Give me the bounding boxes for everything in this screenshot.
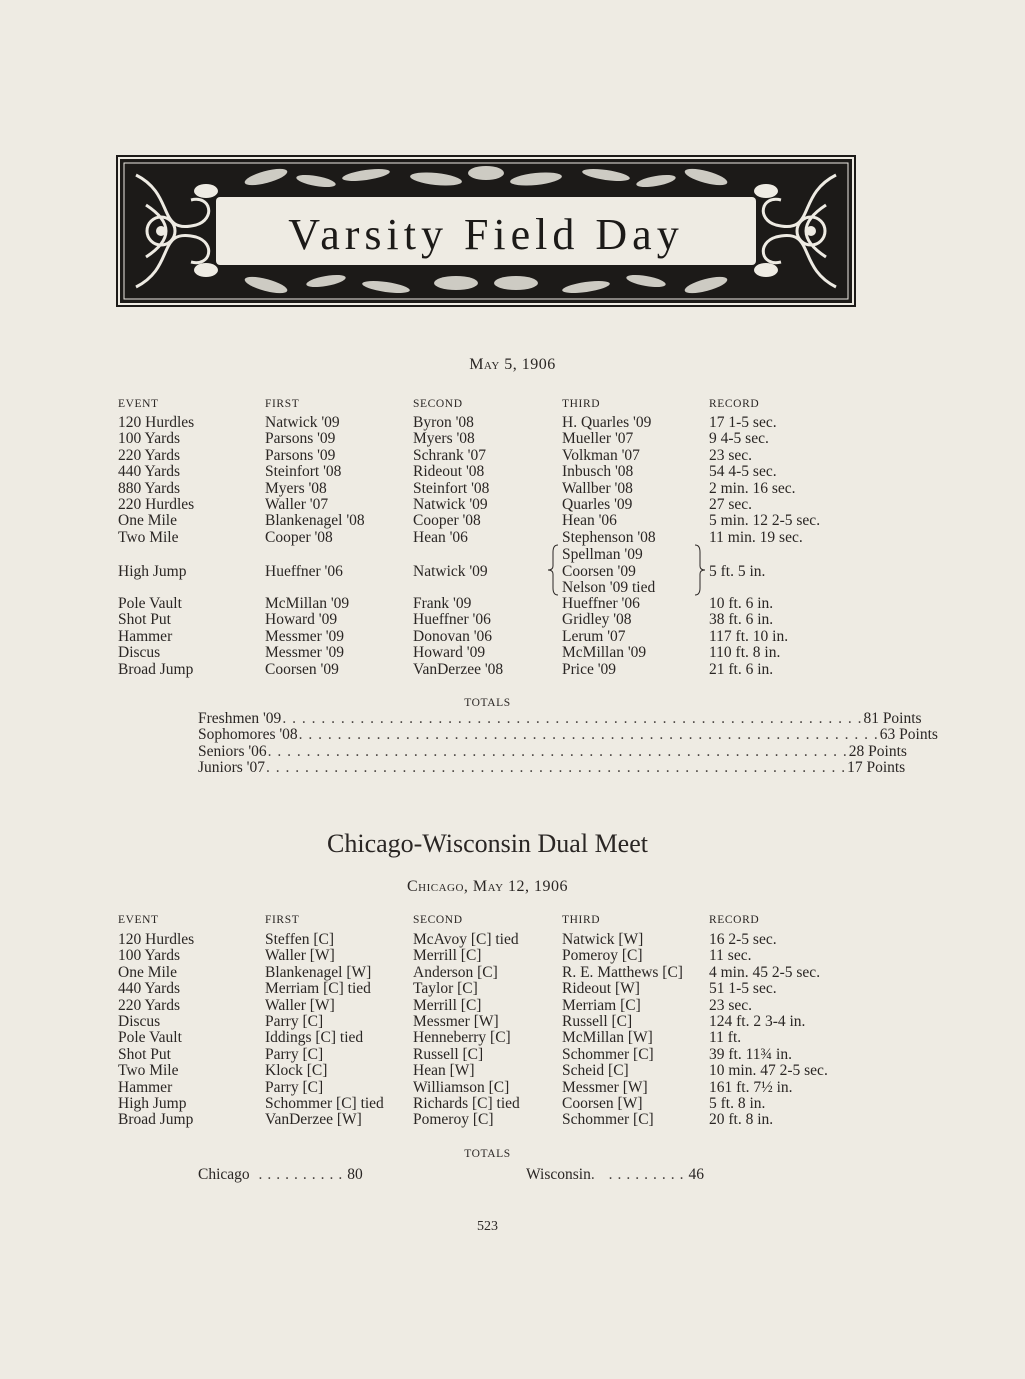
- table-cell-record: 21 ft. 6 in.: [709, 660, 774, 678]
- column-header-second: SECOND: [413, 398, 463, 410]
- table-cell-first: Steinfort '08: [265, 463, 342, 481]
- table-cell-second: Hean [W]: [413, 1062, 475, 1080]
- table-cell-first: Myers '08: [265, 479, 327, 497]
- leader-dots: . . . . . . . . . . . . . . . . . . . . . . . . . . . . . . . . . . . . . . . . . . . . . . . . . . . . . . . . . . . .: [265, 759, 847, 777]
- table-cell-record: 20 ft. 8 in.: [709, 1111, 774, 1129]
- right-brace-icon: [693, 544, 707, 596]
- table-cell-record: 2 min. 16 sec.: [709, 479, 796, 497]
- table-cell-third: Quarles '09: [562, 496, 633, 513]
- table-cell-event: 440 Yards: [118, 463, 181, 481]
- table-cell-event: One Mile: [118, 512, 177, 530]
- table-cell-event: 120 Hurdles: [118, 931, 195, 948]
- table-cell-first: Iddings [C] tied: [265, 1029, 364, 1047]
- table-cell-event: Two Mile: [118, 528, 179, 546]
- wisconsin-name: Wisconsin: [526, 1166, 591, 1183]
- table-cell-event: 220 Yards: [118, 446, 181, 464]
- table-cell-record: 10 ft. 6 in.: [709, 595, 774, 612]
- table-cell-record: 17 1-5 sec.: [709, 414, 777, 431]
- table-cell-second: Hean '06: [413, 528, 468, 546]
- column-header-event: EVENT: [118, 398, 159, 410]
- table-cell-third: McMillan '09: [562, 644, 647, 662]
- table-cell-first: Coorsen '09: [265, 660, 339, 678]
- chicago-score: 80: [347, 1166, 363, 1183]
- table-cell-third: Wallber '08: [562, 479, 633, 497]
- table-cell-third: McMillan [W]: [562, 1029, 653, 1047]
- table-cell-record: 10 min. 47 2-5 sec.: [709, 1062, 828, 1080]
- table-cell-second: Williamson [C]: [413, 1078, 510, 1096]
- table-cell-first: VanDerzee [W]: [265, 1111, 362, 1129]
- totals-points: 81 Points: [863, 710, 922, 727]
- totals-points: 28 Points: [848, 742, 907, 760]
- leader-dots: . . . . . . . . . . . . . . . . . . . . . . . . . . . . . . . . . . . . . . . . . . . . . . . . . . . . . . . . . . . .: [267, 742, 848, 760]
- column-header-first: FIRST: [265, 914, 300, 926]
- table-cell-event: Shot Put: [118, 611, 171, 629]
- table-cell-first: Blankenagel '08: [265, 512, 365, 530]
- high-jump-third-2: Coorsen '09: [562, 563, 636, 580]
- table-cell-record: 161 ft. 7½ in.: [709, 1078, 793, 1096]
- table-cell-record: 5 ft. 8 in.: [709, 1095, 766, 1112]
- column-header-record: RECORD: [709, 914, 760, 926]
- table-cell-second: Cooper '08: [413, 512, 481, 530]
- table-cell-event: 220 Hurdles: [118, 496, 195, 513]
- high-jump-event: High Jump: [118, 563, 187, 580]
- table-cell-third: Lerum '07: [562, 627, 626, 645]
- table-cell-third: Mueller '07: [562, 430, 634, 448]
- table-cell-event: One Mile: [118, 963, 177, 981]
- table-cell-second: Byron '08: [413, 414, 474, 431]
- table-cell-record: 117 ft. 10 in.: [709, 627, 789, 645]
- totals-row: [198, 759, 906, 777]
- table-cell-second: Steinfort '08: [413, 479, 490, 497]
- dual-meet-title: Chicago-Wisconsin Dual Meet: [327, 829, 648, 858]
- table-cell-event: Pole Vault: [118, 1029, 182, 1047]
- table-cell-event: Pole Vault: [118, 595, 182, 612]
- table-cell-record: 124 ft. 2 3-4 in.: [709, 1013, 806, 1030]
- table-cell-first: Parry [C]: [265, 1013, 324, 1030]
- dual-meet-totals-label: TOTALS: [464, 1148, 511, 1160]
- table-cell-second: McAvoy [C] tied: [413, 931, 519, 948]
- table-cell-third: Natwick [W]: [562, 931, 644, 948]
- table-cell-third: Pomeroy [C]: [562, 947, 643, 965]
- table-cell-first: Howard '09: [265, 611, 338, 629]
- high-jump-record: 5 ft. 5 in.: [709, 563, 766, 580]
- table-cell-event: 100 Yards: [118, 430, 181, 448]
- table-cell-event: Discus: [118, 1013, 161, 1030]
- page-number: 523: [477, 1219, 498, 1234]
- table-cell-record: 11 min. 19 sec.: [709, 528, 803, 546]
- table-cell-record: 54 4-5 sec.: [709, 463, 777, 481]
- table-cell-second: Merrill [C]: [413, 996, 482, 1014]
- totals-points: 17 Points: [847, 759, 906, 777]
- table-cell-first: Merriam [C] tied: [265, 980, 371, 998]
- field-day-date: May 5, 1906: [469, 356, 556, 373]
- leader-dots: . . . . . . . . . . . . . . . . . . . . . . . . . . . . . . . . . . . . . . . . . . . . . . . . . . . . . . . . . . . .: [298, 726, 879, 744]
- table-cell-second: Schrank '07: [413, 446, 486, 464]
- column-header-third: THIRD: [562, 398, 601, 410]
- table-cell-third: Merriam [C]: [562, 996, 641, 1014]
- dual-meet-subtitle: Chicago, May 12, 1906: [406, 878, 569, 895]
- table-cell-first: Waller '07: [265, 496, 329, 513]
- table-cell-record: 23 sec.: [709, 996, 753, 1014]
- field-day-totals-label: TOTALS: [464, 697, 511, 709]
- totals-class-name: Sophomores '08: [198, 726, 298, 744]
- chicago-total: Chicago ..........80: [198, 1166, 363, 1183]
- table-cell-first: Parry [C]: [265, 1045, 324, 1063]
- table-cell-second: Henneberry [C]: [413, 1029, 511, 1047]
- high-jump-second: Natwick '09: [413, 563, 488, 580]
- table-cell-second: Merrill [C]: [413, 947, 482, 965]
- table-cell-second: Natwick '09: [413, 496, 488, 513]
- table-cell-second: Frank '09: [413, 595, 472, 612]
- table-cell-third: Inbusch '08: [562, 463, 634, 481]
- table-cell-event: 440 Yards: [118, 980, 181, 998]
- table-cell-first: Cooper '08: [265, 528, 333, 546]
- table-cell-first: Natwick '09: [265, 414, 340, 431]
- table-cell-record: 23 sec.: [709, 446, 753, 464]
- column-header-event: EVENT: [118, 914, 159, 926]
- table-cell-event: Broad Jump: [118, 660, 194, 678]
- table-cell-third: Scheid [C]: [562, 1062, 629, 1080]
- leader-dots: . . . . . . . . . . . . . . . . . . . . . . . . . . . . . . . . . . . . . . . . . . . . . . . . . . . . . . . . . . . .: [282, 710, 863, 727]
- table-cell-record: 11 ft.: [709, 1029, 742, 1047]
- table-cell-second: Hueffner '06: [413, 611, 491, 629]
- table-cell-third: Coorsen [W]: [562, 1095, 643, 1112]
- table-cell-second: VanDerzee '08: [413, 660, 504, 678]
- table-cell-second: Messmer [W]: [413, 1013, 499, 1030]
- table-cell-third: H. Quarles '09: [562, 414, 652, 431]
- table-cell-event: Hammer: [118, 1078, 173, 1096]
- table-cell-second: Pomeroy [C]: [413, 1111, 494, 1129]
- table-cell-record: 11 sec.: [709, 947, 752, 965]
- table-cell-record: 9 4-5 sec.: [709, 430, 769, 448]
- table-cell-third: Russell [C]: [562, 1013, 633, 1030]
- table-cell-third: Hean '06: [562, 512, 617, 530]
- table-cell-third: Messmer [W]: [562, 1078, 648, 1096]
- table-cell-first: Parsons '09: [265, 430, 336, 448]
- column-header-first: FIRST: [265, 398, 300, 410]
- table-cell-event: Broad Jump: [118, 1111, 194, 1129]
- table-cell-first: Messmer '09: [265, 644, 344, 662]
- table-cell-first: McMillan '09: [265, 595, 350, 612]
- totals-class-name: Freshmen '09: [198, 710, 282, 727]
- table-cell-event: 120 Hurdles: [118, 414, 195, 431]
- totals-class-name: Juniors '07: [198, 759, 265, 777]
- table-cell-event: 220 Yards: [118, 996, 181, 1014]
- table-cell-event: Two Mile: [118, 1062, 179, 1080]
- table-cell-record: 38 ft. 6 in.: [709, 611, 774, 629]
- table-cell-record: 4 min. 45 2-5 sec.: [709, 963, 821, 981]
- table-cell-first: Blankenagel [W]: [265, 963, 372, 981]
- totals-row: [198, 726, 938, 744]
- totals-class-name: Seniors '06: [198, 742, 267, 760]
- totals-points: 63 Points: [879, 726, 938, 744]
- table-cell-third: Gridley '08: [562, 611, 632, 629]
- table-cell-record: 51 1-5 sec.: [709, 980, 777, 998]
- table-cell-third: Volkman '07: [562, 446, 640, 464]
- table-cell-third: Schommer [C]: [562, 1045, 654, 1063]
- table-cell-third: Hueffner '06: [562, 595, 640, 612]
- wisconsin-total: Wisconsin. .........46: [526, 1166, 704, 1183]
- chicago-name: Chicago: [198, 1166, 250, 1183]
- high-jump-third-3: Nelson '09 tied: [562, 579, 656, 596]
- table-cell-event: 100 Yards: [118, 947, 181, 965]
- high-jump-first: Hueffner '06: [265, 563, 343, 580]
- table-cell-event: High Jump: [118, 1095, 187, 1112]
- table-cell-second: Taylor [C]: [413, 980, 478, 998]
- table-cell-first: Messmer '09: [265, 627, 344, 645]
- table-cell-third: Schommer [C]: [562, 1111, 654, 1129]
- table-cell-first: Parsons '09: [265, 446, 336, 464]
- column-header-record: RECORD: [709, 398, 760, 410]
- table-cell-record: 39 ft. 11¾ in.: [709, 1045, 792, 1063]
- table-cell-third: Price '09: [562, 660, 617, 678]
- left-brace-icon: [546, 544, 560, 596]
- table-cell-first: Waller [W]: [265, 996, 335, 1014]
- table-cell-first: Parry [C]: [265, 1078, 324, 1096]
- table-cell-event: Hammer: [118, 627, 173, 645]
- table-cell-first: Waller [W]: [265, 947, 335, 965]
- table-cell-first: Schommer [C] tied: [265, 1095, 384, 1112]
- wisconsin-score: 46: [688, 1166, 704, 1183]
- table-cell-third: R. E. Matthews [C]: [562, 963, 683, 981]
- table-cell-second: Donovan '06: [413, 627, 492, 645]
- table-cell-first: Klock [C]: [265, 1062, 328, 1080]
- table-cell-record: 27 sec.: [709, 496, 753, 513]
- column-header-second: SECOND: [413, 914, 463, 926]
- table-cell-record: 110 ft. 8 in.: [709, 644, 781, 662]
- column-header-third: THIRD: [562, 914, 601, 926]
- table-cell-second: Richards [C] tied: [413, 1095, 520, 1112]
- table-cell-event: 880 Yards: [118, 479, 181, 497]
- high-jump-third-1: Spellman '09: [562, 546, 643, 563]
- table-cell-second: Howard '09: [413, 644, 486, 662]
- table-cell-second: Myers '08: [413, 430, 475, 448]
- table-cell-first: Steffen [C]: [265, 931, 335, 948]
- table-cell-event: Shot Put: [118, 1045, 171, 1063]
- table-cell-second: Anderson [C]: [413, 963, 498, 981]
- table-cell-second: Russell [C]: [413, 1045, 484, 1063]
- page-title: Varsity Field Day: [288, 210, 684, 259]
- table-cell-third: Rideout [W]: [562, 980, 640, 998]
- table-cell-event: Discus: [118, 644, 161, 662]
- table-cell-third: Stephenson '08: [562, 528, 656, 546]
- table-cell-record: 16 2-5 sec.: [709, 931, 777, 948]
- table-cell-record: 5 min. 12 2-5 sec.: [709, 512, 821, 530]
- table-cell-second: Rideout '08: [413, 463, 485, 481]
